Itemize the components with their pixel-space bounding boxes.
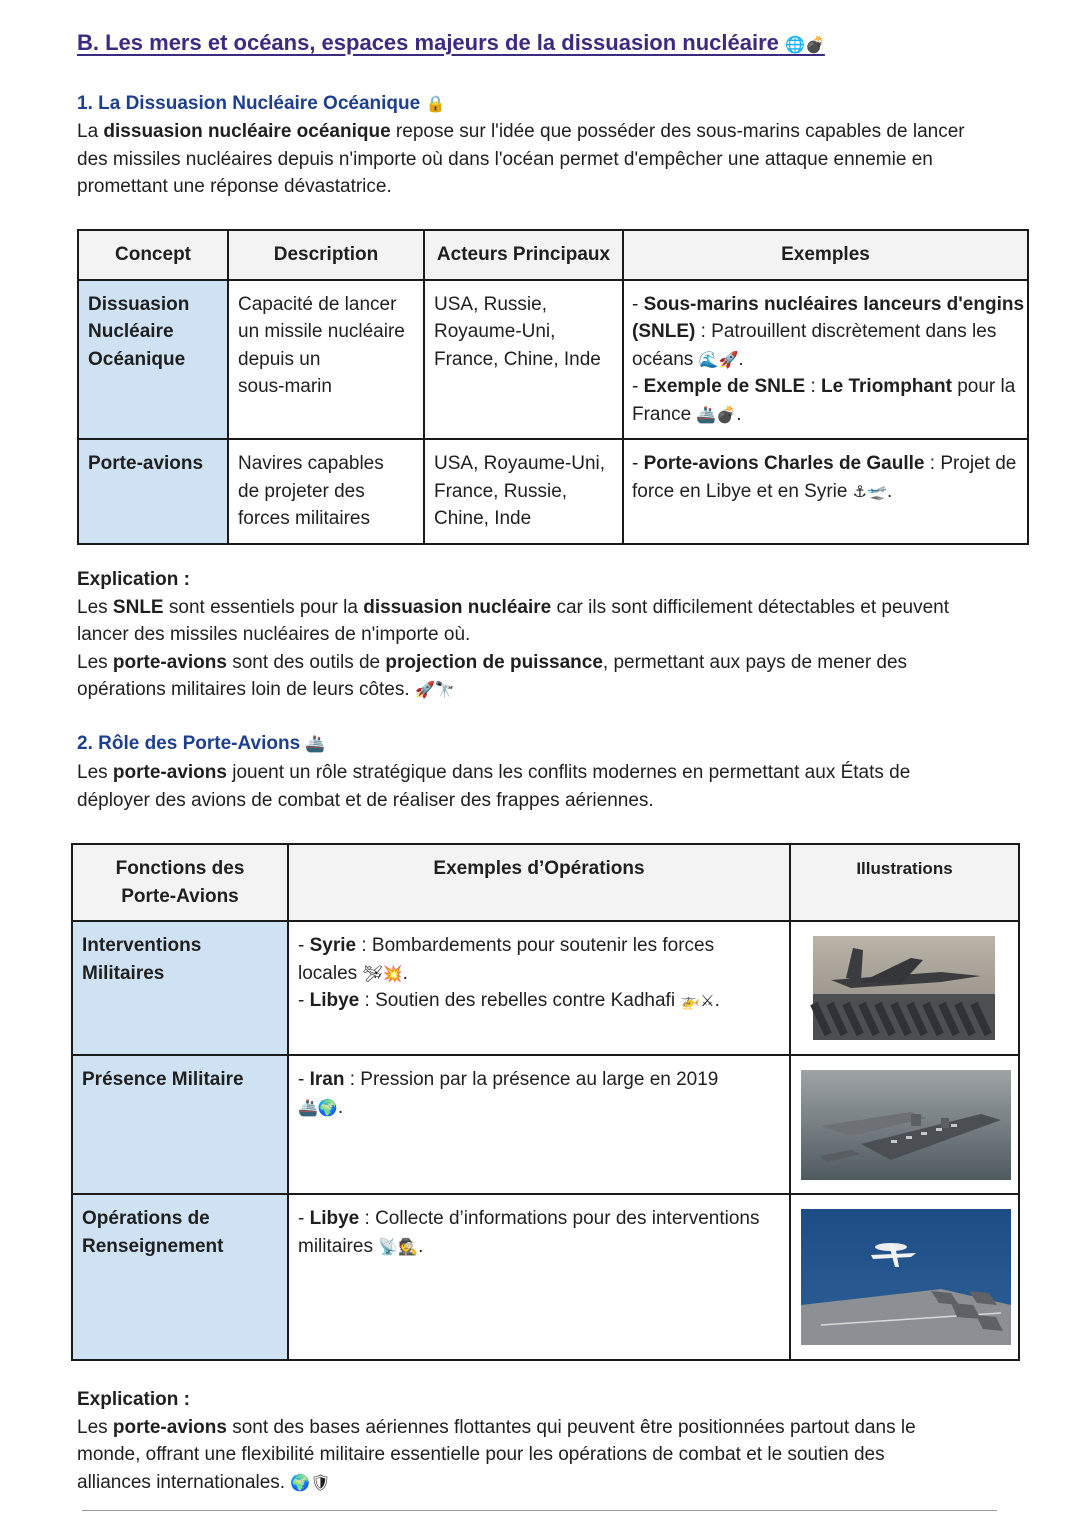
plane-explosion-icon: 🛩💥 [362, 963, 403, 983]
ship-bomb-icon: 🚢💣 [696, 404, 737, 424]
concept-cell: Dissuasion Nucléaire Océanique [78, 280, 228, 440]
lock-icon: 🔒 [425, 94, 446, 113]
explication-1: Explication : Les SNLE sont essentiels pour la dissuasion nucléaire car ils sont difficilement détectables et peuvent lancer des missiles nucléaires de n'importe où. Les porte-avions sont des outils de projection de puissance, permettant aux pays de mener des opérations militaires loin de leurs côtes. 🚀🔭 [77, 566, 1007, 704]
table-row [72, 1194, 1019, 1360]
header-illustrations: Illustrations [790, 844, 1019, 921]
header-description: Description [228, 230, 424, 280]
header-functions: Fonctions des Porte-Avions [72, 844, 288, 921]
rocket-telescope-icon: 🚀🔭 [414, 680, 455, 699]
globe-bomb-icon: 🌐💣 [785, 35, 825, 54]
carrier-fleet-illustration [791, 1056, 1016, 1191]
operations-cell: - Libye : Collecte d’informations pour des interventions militaires 📡🕵. [288, 1194, 790, 1360]
intro-line-1: La dissuasion nucléaire océanique repose sur l'idée que posséder des sous-marins capables de lancer [77, 121, 965, 142]
operations-cell: - Syrie : Bombardements pour soutenir les forces locales 🛩💥. - Libye : Soutien des rebelles contre Kadhafi 🚁⚔. [288, 921, 790, 1055]
ship-globe-icon: 🚢🌍 [298, 1097, 338, 1117]
part1-heading [77, 93, 445, 115]
header-actors: Acteurs Principaux [424, 230, 623, 280]
section-title [77, 30, 825, 56]
part2-intro: Les porte-avions jouent un rôle stratégique dans les conflits modernes en permettant aux États de déployer des avions de combat et de réaliser des frappes aériennes. [77, 762, 911, 811]
intro-line-3: promettant une réponse dévastatrice. [77, 176, 392, 197]
examples-cell: - Porte-avions Charles de Gaulle : Projet de force en Libye et en Syrie ⚓🛫. [623, 439, 1028, 544]
operations-cell: - Iran : Pression par la présence au large en 2019 🚢🌍. [288, 1055, 790, 1194]
description-cell: Capacité de lancer un missile nucléaire depuis un sous-marin [228, 280, 424, 440]
explication-label: Explication : [77, 1389, 190, 1410]
part1-intro [77, 118, 1007, 201]
fighter-jet-illustration [791, 922, 1016, 1052]
table-header-row [72, 844, 1019, 921]
part1-heading-text: 1. La Dissuasion Nucléaire Océanique [77, 93, 421, 114]
explication-2: Explication : Les porte-avions sont des bases aériennes flottantes qui peuvent être positionnées partout dans le monde, offrant une flexibilité militaire essentielle pour les opérations de combat et le soutien des alliances internationales. 🌍🛡 [77, 1386, 1007, 1496]
section-title-text: B. Les mers et océans, espaces majeurs de la dissuasion nucléaire [77, 30, 779, 55]
header-examples: Exemples [623, 230, 1028, 280]
concept-cell: Porte-avions [78, 439, 228, 544]
awacs-carrier-illustration [791, 1195, 1016, 1355]
table-row [78, 439, 1028, 544]
helicopter-swords-icon: 🚁⚔ [680, 991, 715, 1010]
satellite-detective-icon: 📡🕵 [378, 1236, 419, 1256]
header-operations: Exemples d’Opérations [288, 844, 790, 921]
function-cell: Présence Militaire [72, 1055, 288, 1194]
examples-cell: - Sous-marins nucléaires lanceurs d'engins (SNLE) : Patrouillent discrètement dans les océans 🌊🚀. - Exemple de SNLE : Le Triomphant pour la France 🚢💣. [623, 280, 1028, 440]
anchor-plane-icon: ⚓🛫 [852, 481, 888, 501]
wave-rocket-icon: 🌊🚀 [698, 349, 739, 369]
illustration-cell [790, 921, 1019, 1055]
porte-avions-table [71, 843, 1020, 1361]
ship-icon: 🚢 [305, 734, 326, 753]
illustration-cell [790, 1194, 1019, 1360]
explication-label: Explication : [77, 569, 190, 590]
table-header-row [78, 230, 1028, 280]
function-cell: Interventions Militaires [72, 921, 288, 1055]
intro-line-2: des missiles nucléaires depuis n'importe où dans l'océan permet d'empêcher une attaque ennemie en [77, 148, 933, 170]
header-concept: Concept [78, 230, 228, 280]
part2-heading [77, 733, 325, 755]
bottom-divider [82, 1510, 997, 1511]
function-cell: Opérations de Renseignement [72, 1194, 288, 1360]
illustration-cell [790, 1055, 1019, 1194]
globe-shield-icon: 🌍🛡 [290, 1472, 331, 1492]
part2-heading-text: 2. Rôle des Porte-Avions [77, 733, 301, 754]
table-row [78, 280, 1028, 440]
actors-cell: USA, Royaume-Uni, France, Russie, Chine, Inde [424, 439, 623, 544]
actors-cell: USA, Russie, Royaume-Uni, France, Chine, Inde [424, 280, 623, 440]
dissuasion-table [77, 229, 1029, 545]
table-row [72, 921, 1019, 1055]
table-row [72, 1055, 1019, 1194]
description-cell: Navires capables de projeter des forces militaires [228, 439, 424, 544]
